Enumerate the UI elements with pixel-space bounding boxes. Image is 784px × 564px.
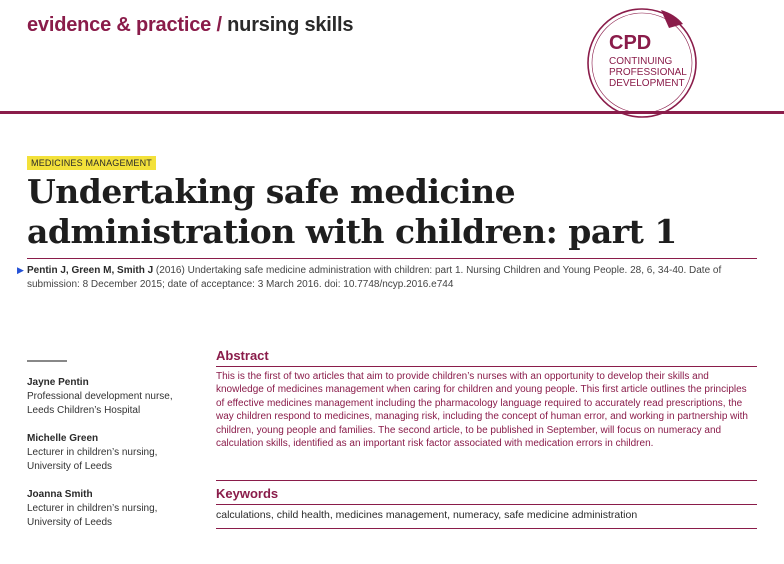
header-separator: / — [216, 14, 222, 36]
cpd-badge-icon — [583, 4, 701, 122]
author-name: Jayne Pentin — [27, 377, 89, 388]
journal-header — [27, 14, 353, 37]
cpd-line-1: CONTINUING — [609, 56, 673, 67]
cpd-line-3: DEVELOPMENT — [609, 78, 685, 89]
citation-authors: Pentin J, Green M, Smith J — [27, 265, 154, 276]
citation — [27, 264, 747, 292]
cpd-line-2: PROFESSIONAL — [609, 67, 687, 78]
author-entry — [27, 488, 197, 530]
citation-details: (2016) Undertaking safe medicine administration with children: part 1. Nursing Children and Young People. 28, 6, 34-40. Date of submission: 8 December 2015; date of acceptance: 3 March 2016. doi: 10.7748/ncyp.2016.e744 — [27, 265, 722, 290]
category-tag: MEDICINES MANAGEMENT — [27, 156, 156, 170]
keywords-heading: Keywords — [216, 486, 279, 501]
abstract-divider — [216, 366, 757, 367]
title-divider — [27, 258, 757, 259]
section-label: evidence & practice — [27, 14, 212, 36]
author-entry — [27, 376, 197, 418]
authors-divider — [27, 360, 67, 362]
keywords-divider — [216, 504, 757, 505]
author-list — [27, 376, 197, 544]
author-name: Joanna Smith — [27, 489, 93, 500]
header-divider — [0, 111, 784, 114]
abstract-bottom-divider — [216, 480, 757, 481]
author-role: Lecturer in children’s nursing, University of Leeds — [27, 503, 158, 528]
article-title: Undertaking safe medicine administration with children: part 1 — [27, 172, 677, 251]
subsection-label: nursing skills — [227, 14, 354, 36]
citation-arrow-icon: ▶ — [17, 265, 24, 275]
author-role: Professional development nurse, Leeds Children’s Hospital — [27, 391, 173, 416]
keywords-bottom-divider — [216, 528, 757, 529]
author-entry — [27, 432, 197, 474]
keywords-text: calculations, child health, medicines management, numeracy, safe medicine administration — [216, 509, 638, 521]
abstract-text: This is the first of two articles that aim to provide children’s nurses with an opportunity to develop their skills and knowledge of medicines management when caring for children and young people. This first article outlines the principles of effective medicines management including the pharmacology language required to accurately read prescriptions, the way children respond to medicines, managing risk, including the concept of human error, and working in partnership with children, young people and families. The second article, to be published in September, will focus on numeracy and calculation skills, identified as an important risk factor associated with medication errors in children. — [216, 371, 748, 450]
author-name: Michelle Green — [27, 433, 99, 444]
author-role: Lecturer in children’s nursing, University of Leeds — [27, 447, 158, 472]
abstract-heading: Abstract — [216, 348, 269, 363]
cpd-acronym: CPD — [609, 32, 652, 54]
